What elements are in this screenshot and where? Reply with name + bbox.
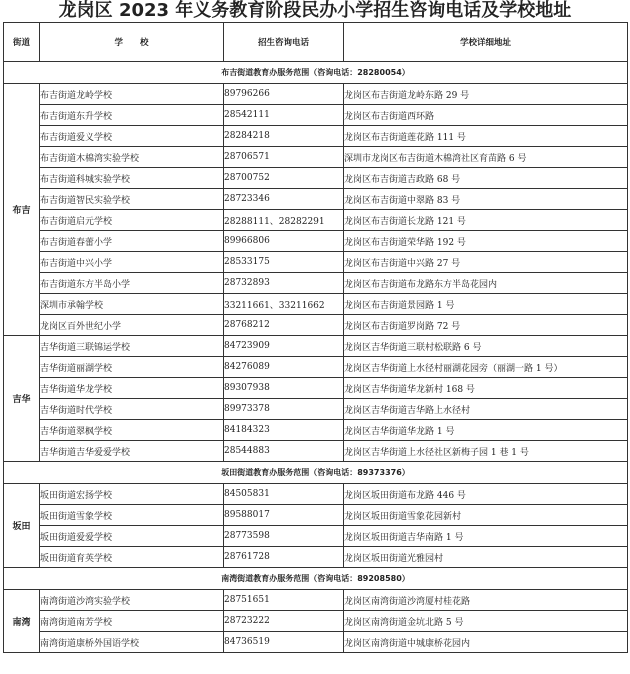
table-row [4, 147, 628, 168]
address-cell: 龙岗区南湾街道沙湾厦村桂花路 [344, 590, 628, 611]
school-name-cell: 布吉街道东升学校 [40, 105, 224, 126]
table-row [4, 399, 628, 420]
table-row [4, 336, 628, 357]
phone-cell: 28542111 [224, 105, 344, 126]
district-cell: 南湾 [4, 590, 40, 653]
phone-cell: 28723222 [224, 611, 344, 632]
address-cell: 龙岗区坂田街道布龙路 446 号 [344, 484, 628, 505]
header-address: 学校详细地址 [344, 23, 628, 62]
district-cell: 坂田 [4, 484, 40, 568]
service-row [4, 62, 628, 84]
phone-cell: 28544883 [224, 441, 344, 462]
address-cell: 龙岗区南湾街道中城康桥花园内 [344, 632, 628, 653]
table-header-row [4, 23, 628, 62]
table-row [4, 526, 628, 547]
phone-cell: 89973378 [224, 399, 344, 420]
phone-cell: 28768212 [224, 315, 344, 336]
page-title: 龙岗区 2023 年义务教育阶段民办小学招生咨询电话及学校地址 [58, 0, 572, 21]
phone-cell: 84723909 [224, 336, 344, 357]
school-name-cell: 吉华街道翠枫学校 [40, 420, 224, 441]
address-cell: 龙岗区布吉街道罗岗路 72 号 [344, 315, 628, 336]
school-name-cell: 布吉街道东方半岛小学 [40, 273, 224, 294]
table-row [4, 252, 628, 273]
phone-cell: 33211661、33211662 [224, 294, 344, 315]
address-cell: 龙岗区布吉街道中兴路 27 号 [344, 252, 628, 273]
address-cell: 龙岗区吉华街道上水径村丽湖花园旁（丽湖一路 1 号） [344, 357, 628, 378]
phone-cell: 89966806 [224, 231, 344, 252]
phone-cell: 89588017 [224, 505, 344, 526]
table-row [4, 189, 628, 210]
table-row [4, 84, 628, 105]
address-cell: 龙岗区坂田街道吉华南路 1 号 [344, 526, 628, 547]
table-row [4, 505, 628, 526]
school-name-cell: 坂田街道宏扬学校 [40, 484, 224, 505]
address-cell: 龙岗区布吉街道龙岭东路 29 号 [344, 84, 628, 105]
phone-cell: 28288111、28282291 [224, 210, 344, 231]
service-range-label: 布吉街道教育办服务范围（咨询电话：28280054） [4, 62, 628, 84]
table-row [4, 315, 628, 336]
school-name-cell: 布吉街道中兴小学 [40, 252, 224, 273]
school-name-cell: 布吉街道智民实验学校 [40, 189, 224, 210]
table-row [4, 632, 628, 653]
table-row [4, 420, 628, 441]
header-phone: 招生咨询电话 [224, 23, 344, 62]
district-cell: 吉华 [4, 336, 40, 462]
service-row [4, 568, 628, 590]
phone-cell: 28751651 [224, 590, 344, 611]
school-name-cell: 吉华街道丽湖学校 [40, 357, 224, 378]
table-row [4, 357, 628, 378]
address-cell: 龙岗区吉华街道上水径社区新梅子园 1 巷 1 号 [344, 441, 628, 462]
address-cell: 龙岗区吉华街道华龙新村 168 号 [344, 378, 628, 399]
service-range-label: 南湾街道教育办服务范围（咨询电话：89208580） [4, 568, 628, 590]
school-name-cell: 吉华街道时代学校 [40, 399, 224, 420]
address-cell: 龙岗区坂田街道光雅园村 [344, 547, 628, 568]
school-name-cell: 吉华街道华龙学校 [40, 378, 224, 399]
table-row [4, 126, 628, 147]
table-body [4, 62, 628, 653]
address-cell: 龙岗区吉华街道华龙路 1 号 [344, 420, 628, 441]
phone-cell: 28732893 [224, 273, 344, 294]
table-row [4, 294, 628, 315]
school-name-cell: 布吉街道龙岭学校 [40, 84, 224, 105]
school-name-cell: 布吉街道木棉湾实验学校 [40, 147, 224, 168]
school-name-cell: 吉华街道三联锦运学校 [40, 336, 224, 357]
phone-cell: 89307938 [224, 378, 344, 399]
address-cell: 龙岗区布吉街道吉政路 68 号 [344, 168, 628, 189]
school-name-cell: 坂田街道雪象学校 [40, 505, 224, 526]
service-range-label: 坂田街道教育办服务范围（咨询电话：89373376） [4, 462, 628, 484]
service-row [4, 462, 628, 484]
phone-cell: 28706571 [224, 147, 344, 168]
school-name-cell: 布吉街道启元学校 [40, 210, 224, 231]
phone-cell: 84736519 [224, 632, 344, 653]
table-row [4, 168, 628, 189]
school-table [3, 22, 628, 653]
header-school: 学 校 [40, 23, 224, 62]
address-cell: 龙岗区布吉街道西环路 [344, 105, 628, 126]
school-name-cell: 南湾街道沙湾实验学校 [40, 590, 224, 611]
phone-cell: 84505831 [224, 484, 344, 505]
header-street: 街道 [4, 23, 40, 62]
phone-cell: 89796266 [224, 84, 344, 105]
address-cell: 龙岗区布吉街道莲花路 111 号 [344, 126, 628, 147]
table-row [4, 484, 628, 505]
phone-cell: 84184323 [224, 420, 344, 441]
phone-cell: 28533175 [224, 252, 344, 273]
address-cell: 龙岗区布吉街道长龙路 121 号 [344, 210, 628, 231]
address-cell: 龙岗区吉华街道吉华路上水径村 [344, 399, 628, 420]
table-row [4, 210, 628, 231]
table-row [4, 611, 628, 632]
table-row [4, 441, 628, 462]
school-name-cell: 吉华街道吉华爱爱学校 [40, 441, 224, 462]
address-cell: 龙岗区布吉街道布龙路东方半岛花园内 [344, 273, 628, 294]
address-cell: 龙岗区布吉街道中翠路 83 号 [344, 189, 628, 210]
school-name-cell: 南湾街道南芳学校 [40, 611, 224, 632]
table-row [4, 105, 628, 126]
table-row [4, 590, 628, 611]
school-name-cell: 坂田街道爱爱学校 [40, 526, 224, 547]
address-cell: 龙岗区布吉街道荣华路 192 号 [344, 231, 628, 252]
school-name-cell: 布吉街道爱义学校 [40, 126, 224, 147]
school-name-cell: 布吉街道科城实验学校 [40, 168, 224, 189]
phone-cell: 28723346 [224, 189, 344, 210]
address-cell: 深圳市龙岗区布吉街道木棉湾社区育苗路 6 号 [344, 147, 628, 168]
address-cell: 龙岗区南湾街道金坑北路 5 号 [344, 611, 628, 632]
phone-cell: 28284218 [224, 126, 344, 147]
school-name-cell: 深圳市承翰学校 [40, 294, 224, 315]
table-row [4, 378, 628, 399]
district-cell: 布吉 [4, 84, 40, 336]
phone-cell: 28761728 [224, 547, 344, 568]
address-cell: 龙岗区吉华街道三联村松联路 6 号 [344, 336, 628, 357]
school-name-cell: 布吉街道春蕾小学 [40, 231, 224, 252]
table-row [4, 547, 628, 568]
table-row [4, 231, 628, 252]
phone-cell: 28700752 [224, 168, 344, 189]
school-name-cell: 龙岗区百外世纪小学 [40, 315, 224, 336]
address-cell: 龙岗区坂田街道雪象花园新村 [344, 505, 628, 526]
school-name-cell: 坂田街道育英学校 [40, 547, 224, 568]
address-cell: 龙岗区布吉街道景园路 1 号 [344, 294, 628, 315]
school-name-cell: 南湾街道康桥外国语学校 [40, 632, 224, 653]
phone-cell: 28773598 [224, 526, 344, 547]
table-row [4, 273, 628, 294]
phone-cell: 84276089 [224, 357, 344, 378]
